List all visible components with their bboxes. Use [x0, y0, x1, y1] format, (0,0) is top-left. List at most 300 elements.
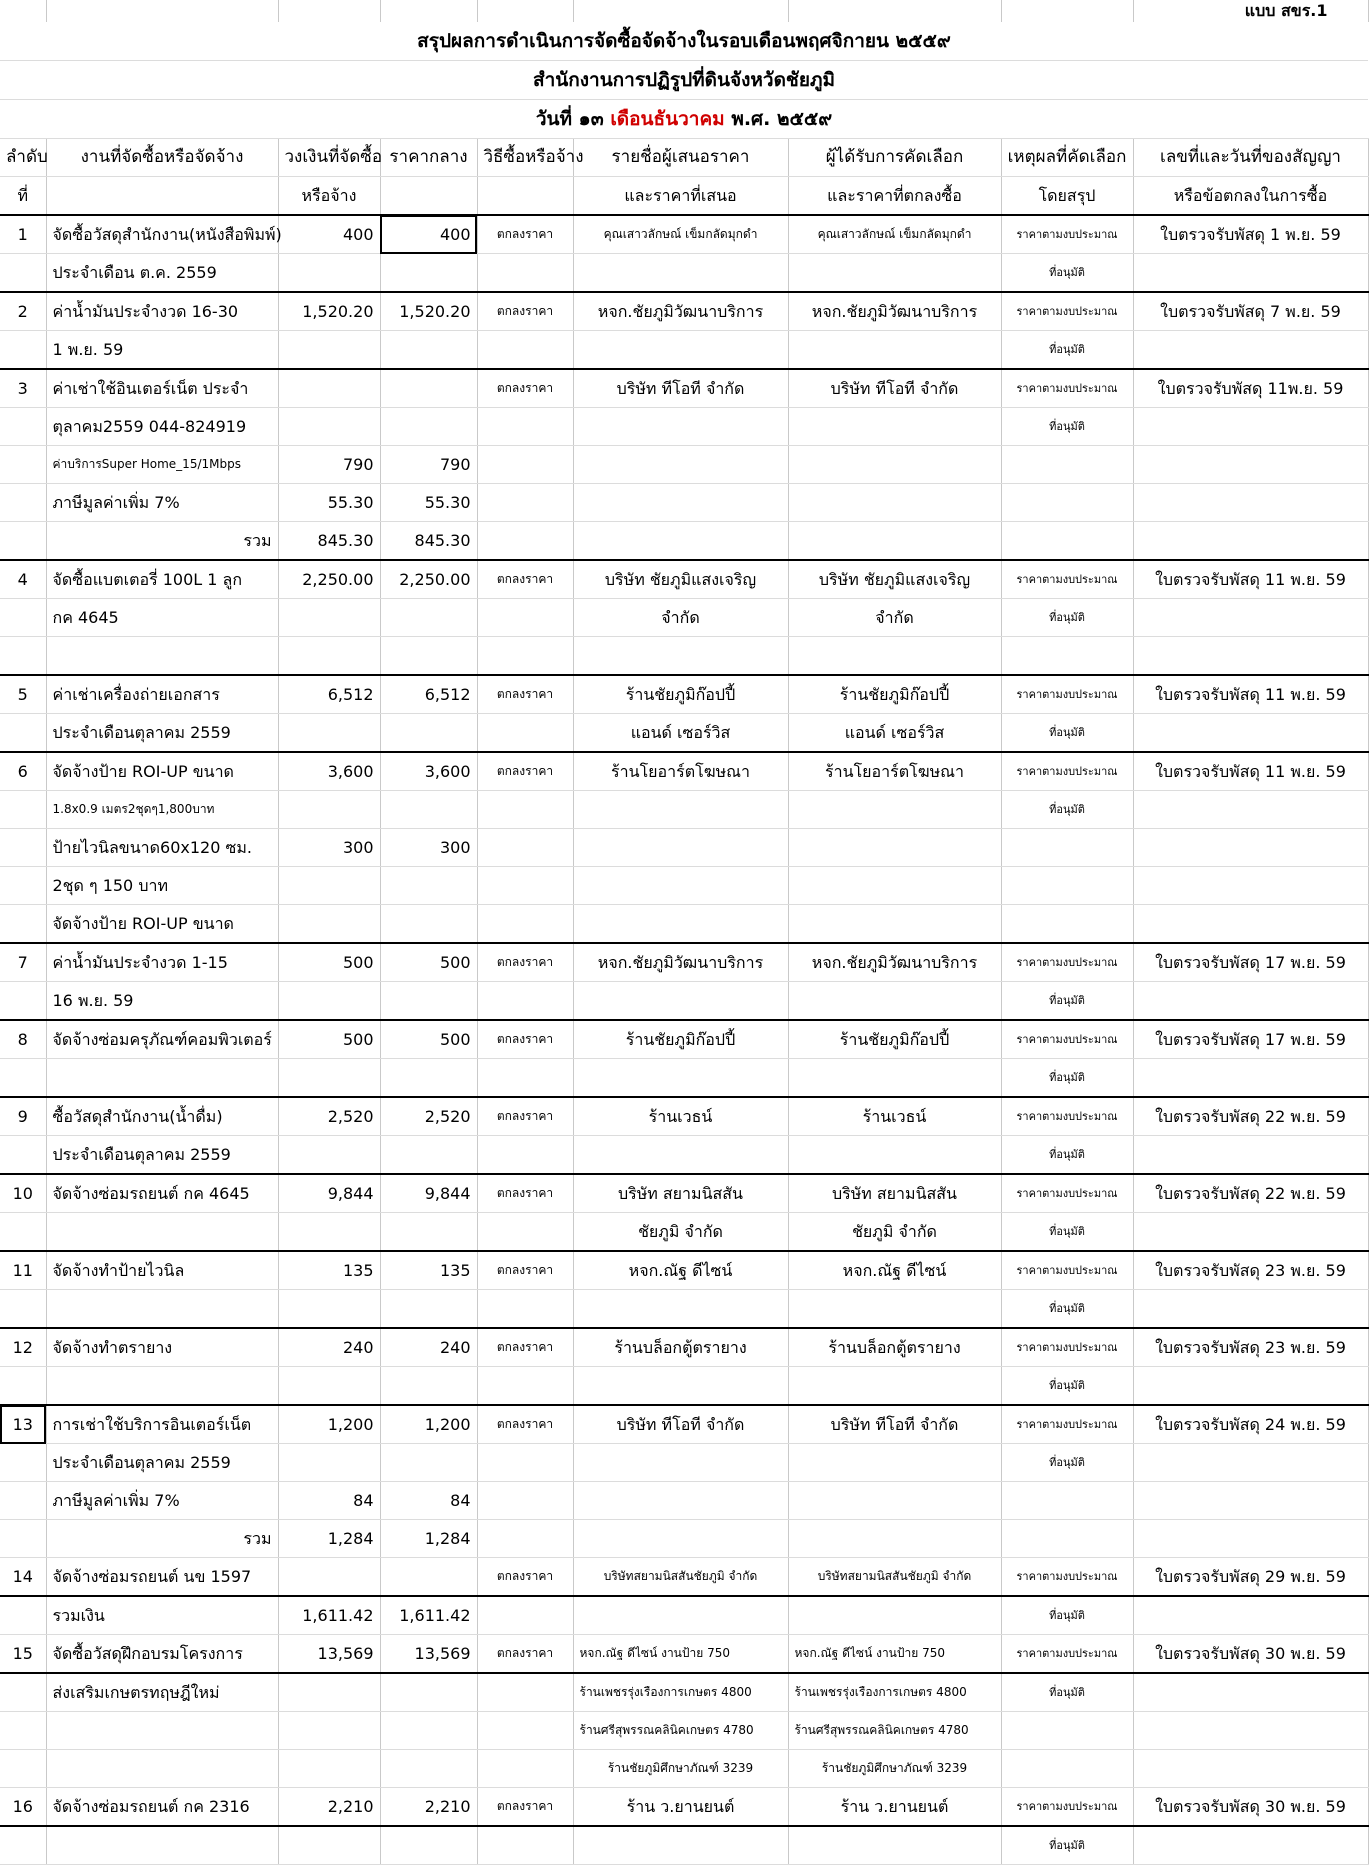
cell-budget[interactable]: [278, 1136, 380, 1175]
cell-bidders[interactable]: บริษัทสยามนิสสันชัยภูมิ จำกัด: [573, 1558, 788, 1597]
cell-winner[interactable]: [788, 1444, 1001, 1482]
cell-winner[interactable]: แอนด์ เซอร์วิส: [788, 714, 1001, 753]
cell-reason[interactable]: ที่อนุมัติ: [1001, 599, 1133, 637]
cell-budget[interactable]: 845.30: [278, 522, 380, 561]
cell-no[interactable]: [0, 1482, 46, 1520]
cell-median[interactable]: 6,512: [380, 675, 477, 714]
cell-reason[interactable]: ที่อนุมัติ: [1001, 1059, 1133, 1098]
cell-reason[interactable]: ที่อนุมัติ: [1001, 1826, 1133, 1865]
cell-bidders[interactable]: ร้านเวธน์: [573, 1097, 788, 1136]
cell-winner[interactable]: ร้านบล็อกตู้ตรายาง: [788, 1328, 1001, 1367]
cell-budget[interactable]: 135: [278, 1251, 380, 1290]
cell-median[interactable]: [380, 982, 477, 1021]
cell-median[interactable]: 13,569: [380, 1635, 477, 1674]
cell-bidders[interactable]: ร้านบล็อกตู้ตรายาง: [573, 1328, 788, 1367]
cell-winner[interactable]: [788, 1596, 1001, 1635]
cell-item[interactable]: ภาษีมูลค่าเพิ่ม 7%: [46, 484, 278, 522]
cell-method[interactable]: [477, 331, 573, 370]
cell-reason[interactable]: [1001, 1520, 1133, 1558]
cell-method[interactable]: ตกลงราคา: [477, 1097, 573, 1136]
cell-no[interactable]: [0, 1596, 46, 1635]
cell-median[interactable]: 3,600: [380, 752, 477, 791]
cell-item[interactable]: จัดซื้อวัสดุสำนักงาน(หนังสือพิมพ์): [46, 215, 278, 254]
cell-contract[interactable]: [1133, 599, 1368, 637]
cell-no[interactable]: [0, 1290, 46, 1329]
cell-reason[interactable]: ที่อนุมัติ: [1001, 1444, 1133, 1482]
cell-item[interactable]: ค่าน้ำมันประจำงวด 1-15: [46, 943, 278, 982]
cell-median[interactable]: [380, 905, 477, 944]
cell-bidders[interactable]: ร้านชัยภูมิก๊อปปี้: [573, 1020, 788, 1059]
cell-budget[interactable]: [278, 599, 380, 637]
cell-contract[interactable]: ใบตรวจรับพัสดุ 30 พ.ย. 59: [1133, 1635, 1368, 1674]
cell-bidders[interactable]: [573, 1059, 788, 1098]
cell-contract[interactable]: [1133, 867, 1368, 905]
cell-winner[interactable]: หจก.ณัฐ ดีไซน์: [788, 1251, 1001, 1290]
cell-no[interactable]: 11: [0, 1251, 46, 1290]
cell-no[interactable]: [0, 637, 46, 676]
cell-median[interactable]: [380, 1826, 477, 1865]
cell-bidders[interactable]: คุณเสาวลักษณ์ เข็มกลัดมุกดำ: [573, 215, 788, 254]
cell-reason[interactable]: ที่อนุมัติ: [1001, 982, 1133, 1021]
cell-budget[interactable]: 84: [278, 1482, 380, 1520]
cell-median[interactable]: 240: [380, 1328, 477, 1367]
cell-method[interactable]: ตกลงราคา: [477, 1020, 573, 1059]
cell-contract[interactable]: [1133, 714, 1368, 753]
cell-method[interactable]: [477, 1826, 573, 1865]
cell-contract[interactable]: [1133, 982, 1368, 1021]
cell-median[interactable]: [380, 1750, 477, 1788]
cell-median[interactable]: 2,520: [380, 1097, 477, 1136]
cell-contract[interactable]: ใบตรวจรับพัสดุ 11 พ.ย. 59: [1133, 675, 1368, 714]
cell-reason[interactable]: ที่อนุมัติ: [1001, 1136, 1133, 1175]
cell-budget[interactable]: 1,284: [278, 1520, 380, 1558]
cell-method[interactable]: [477, 791, 573, 829]
cell-bidders[interactable]: หจก.ชัยภูมิวัฒนาบริการ: [573, 943, 788, 982]
cell-method[interactable]: [477, 484, 573, 522]
cell-winner[interactable]: [788, 1367, 1001, 1406]
cell-median[interactable]: [380, 791, 477, 829]
cell-contract[interactable]: [1133, 905, 1368, 944]
cell-winner[interactable]: บริษัทสยามนิสสันชัยภูมิ จำกัด: [788, 1558, 1001, 1597]
cell-no[interactable]: 14: [0, 1558, 46, 1597]
cell-no[interactable]: [0, 522, 46, 561]
cell-contract[interactable]: ใบตรวจรับพัสดุ 11 พ.ย. 59: [1133, 560, 1368, 599]
cell-contract[interactable]: [1133, 522, 1368, 561]
cell-reason[interactable]: ที่อนุมัติ: [1001, 254, 1133, 293]
cell-item[interactable]: [46, 1826, 278, 1865]
cell-reason[interactable]: ราคาตามงบประมาณ: [1001, 1788, 1133, 1827]
cell-contract[interactable]: ใบตรวจรับพัสดุ 17 พ.ย. 59: [1133, 943, 1368, 982]
cell-bidders[interactable]: [573, 254, 788, 293]
cell-item[interactable]: [46, 1213, 278, 1252]
cell-method[interactable]: [477, 1367, 573, 1406]
cell-method[interactable]: ตกลงราคา: [477, 675, 573, 714]
cell-budget[interactable]: [278, 1059, 380, 1098]
cell-reason[interactable]: ราคาตามงบประมาณ: [1001, 1174, 1133, 1213]
cell-median[interactable]: [380, 1673, 477, 1712]
cell-contract[interactable]: [1133, 1367, 1368, 1406]
cell-contract[interactable]: [1133, 254, 1368, 293]
cell-median[interactable]: [380, 867, 477, 905]
cell-item[interactable]: รวมเงิน: [46, 1596, 278, 1635]
cell-contract[interactable]: [1133, 1290, 1368, 1329]
cell-median[interactable]: [380, 1444, 477, 1482]
cell-bidders[interactable]: [573, 867, 788, 905]
cell-budget[interactable]: [278, 637, 380, 676]
cell-reason[interactable]: ที่อนุมัติ: [1001, 791, 1133, 829]
cell-budget[interactable]: 500: [278, 943, 380, 982]
cell-median[interactable]: 300: [380, 829, 477, 867]
cell-budget[interactable]: 240: [278, 1328, 380, 1367]
cell-median[interactable]: 790: [380, 446, 477, 484]
cell-median[interactable]: 500: [380, 1020, 477, 1059]
cell-contract[interactable]: [1133, 1712, 1368, 1750]
cell-item[interactable]: จัดจ้างซ่อมรถยนต์ กค 4645: [46, 1174, 278, 1213]
cell-method[interactable]: [477, 599, 573, 637]
cell-reason[interactable]: [1001, 484, 1133, 522]
cell-item[interactable]: การเช่าใช้บริการอินเตอร์เน็ต: [46, 1405, 278, 1444]
cell-winner[interactable]: [788, 637, 1001, 676]
cell-bidders[interactable]: หจก.ณัฐ ดีไซน์: [573, 1251, 788, 1290]
cell-median[interactable]: 2,250.00: [380, 560, 477, 599]
cell-item[interactable]: [46, 1059, 278, 1098]
cell-contract[interactable]: ใบตรวจรับพัสดุ 30 พ.ย. 59: [1133, 1788, 1368, 1827]
cell-bidders[interactable]: [573, 522, 788, 561]
cell-median[interactable]: 500: [380, 943, 477, 982]
cell-contract[interactable]: ใบตรวจรับพัสดุ 23 พ.ย. 59: [1133, 1328, 1368, 1367]
cell-bidders[interactable]: [573, 446, 788, 484]
cell-winner[interactable]: [788, 522, 1001, 561]
cell-item[interactable]: จัดซื้อแบตเตอรี่ 100L 1 ลูก: [46, 560, 278, 599]
cell-budget[interactable]: [278, 369, 380, 408]
cell-contract[interactable]: ใบตรวจรับพัสดุ 23 พ.ย. 59: [1133, 1251, 1368, 1290]
cell-winner[interactable]: หจก.ณัฐ ดีไซน์ งานป้าย 750: [788, 1635, 1001, 1674]
cell-winner[interactable]: [788, 1826, 1001, 1865]
cell-item[interactable]: ประจำเดือน ต.ค. 2559: [46, 254, 278, 293]
cell-reason[interactable]: [1001, 1750, 1133, 1788]
cell-median[interactable]: 845.30: [380, 522, 477, 561]
cell-no[interactable]: 16: [0, 1788, 46, 1827]
cell-reason[interactable]: ที่อนุมัติ: [1001, 1673, 1133, 1712]
cell-no[interactable]: 3: [0, 369, 46, 408]
cell-method[interactable]: [477, 1444, 573, 1482]
cell-contract[interactable]: [1133, 484, 1368, 522]
cell-no[interactable]: [0, 1213, 46, 1252]
cell-budget[interactable]: [278, 408, 380, 446]
cell-budget[interactable]: 500: [278, 1020, 380, 1059]
cell-median[interactable]: 1,200: [380, 1405, 477, 1444]
cell-bidders[interactable]: หจก.ณัฐ ดีไซน์ งานป้าย 750: [573, 1635, 788, 1674]
cell-item[interactable]: [46, 637, 278, 676]
cell-no[interactable]: 7: [0, 943, 46, 982]
cell-bidders[interactable]: [573, 982, 788, 1021]
cell-method[interactable]: ตกลงราคา: [477, 369, 573, 408]
cell-bidders[interactable]: บริษัท ทีโอที จำกัด: [573, 1405, 788, 1444]
cell-item[interactable]: [46, 1290, 278, 1329]
cell-reason[interactable]: [1001, 867, 1133, 905]
cell-bidders[interactable]: [573, 905, 788, 944]
cell-method[interactable]: ตกลงราคา: [477, 1251, 573, 1290]
cell-budget[interactable]: [278, 1826, 380, 1865]
cell-bidders[interactable]: [573, 1826, 788, 1865]
cell-item[interactable]: ประจำเดือนตุลาคม 2559: [46, 714, 278, 753]
cell-item[interactable]: ค่าเช่าเครื่องถ่ายเอกสาร: [46, 675, 278, 714]
cell-item[interactable]: ประจำเดือนตุลาคม 2559: [46, 1444, 278, 1482]
cell-contract[interactable]: [1133, 1444, 1368, 1482]
cell-contract[interactable]: [1133, 791, 1368, 829]
cell-median[interactable]: [380, 637, 477, 676]
cell-method[interactable]: [477, 1482, 573, 1520]
cell-winner[interactable]: ชัยภูมิ จำกัด: [788, 1213, 1001, 1252]
cell-method[interactable]: [477, 522, 573, 561]
cell-bidders[interactable]: [573, 1482, 788, 1520]
cell-budget[interactable]: [278, 791, 380, 829]
cell-item[interactable]: กค 4645: [46, 599, 278, 637]
cell-method[interactable]: [477, 1213, 573, 1252]
cell-median[interactable]: 1,611.42: [380, 1596, 477, 1635]
cell-median[interactable]: 135: [380, 1251, 477, 1290]
cell-median[interactable]: [380, 1059, 477, 1098]
cell-no[interactable]: [0, 1826, 46, 1865]
cell-bidders[interactable]: [573, 829, 788, 867]
cell-method[interactable]: ตกลงราคา: [477, 1174, 573, 1213]
cell-method[interactable]: [477, 714, 573, 753]
cell-median[interactable]: 84: [380, 1482, 477, 1520]
cell-no[interactable]: [0, 408, 46, 446]
cell-reason[interactable]: [1001, 829, 1133, 867]
cell-method[interactable]: [477, 905, 573, 944]
cell-bidders[interactable]: บริษัท สยามนิสสัน: [573, 1174, 788, 1213]
cell-no[interactable]: 13: [0, 1405, 46, 1444]
cell-budget[interactable]: 790: [278, 446, 380, 484]
cell-winner[interactable]: [788, 982, 1001, 1021]
cell-budget[interactable]: 9,844: [278, 1174, 380, 1213]
cell-median[interactable]: 9,844: [380, 1174, 477, 1213]
cell-method[interactable]: [477, 254, 573, 293]
cell-median[interactable]: [380, 1712, 477, 1750]
cell-item[interactable]: 2ชุด ๆ 150 บาท: [46, 867, 278, 905]
cell-median[interactable]: [380, 1213, 477, 1252]
cell-contract[interactable]: [1133, 1826, 1368, 1865]
cell-winner[interactable]: บริษัท ชัยภูมิแสงเจริญ: [788, 560, 1001, 599]
cell-winner[interactable]: [788, 1520, 1001, 1558]
cell-reason[interactable]: ราคาตามงบประมาณ: [1001, 675, 1133, 714]
cell-no[interactable]: [0, 1367, 46, 1406]
cell-budget[interactable]: 13,569: [278, 1635, 380, 1674]
cell-winner[interactable]: ร้านโยอาร์ตโฆษณา: [788, 752, 1001, 791]
cell-budget[interactable]: 300: [278, 829, 380, 867]
cell-reason[interactable]: ที่อนุมัติ: [1001, 408, 1133, 446]
cell-bidders[interactable]: บริษัท ชัยภูมิแสงเจริญ: [573, 560, 788, 599]
cell-reason[interactable]: [1001, 637, 1133, 676]
cell-bidders[interactable]: [573, 791, 788, 829]
cell-no[interactable]: [0, 905, 46, 944]
cell-item[interactable]: [46, 1712, 278, 1750]
cell-method[interactable]: ตกลงราคา: [477, 560, 573, 599]
cell-no[interactable]: 12: [0, 1328, 46, 1367]
cell-contract[interactable]: ใบตรวจรับพัสดุ 11พ.ย. 59: [1133, 369, 1368, 408]
cell-budget[interactable]: 1,200: [278, 1405, 380, 1444]
cell-no[interactable]: [0, 446, 46, 484]
cell-bidders[interactable]: [573, 1290, 788, 1329]
cell-method[interactable]: [477, 446, 573, 484]
cell-method[interactable]: ตกลงราคา: [477, 1788, 573, 1827]
cell-winner[interactable]: [788, 1059, 1001, 1098]
cell-bidders[interactable]: ชัยภูมิ จำกัด: [573, 1213, 788, 1252]
cell-method[interactable]: ตกลงราคา: [477, 292, 573, 331]
cell-contract[interactable]: [1133, 1213, 1368, 1252]
cell-item[interactable]: ประจำเดือนตุลาคม 2559: [46, 1136, 278, 1175]
cell-winner[interactable]: [788, 1136, 1001, 1175]
cell-budget[interactable]: [278, 1444, 380, 1482]
cell-budget[interactable]: [278, 1213, 380, 1252]
cell-budget[interactable]: 1,611.42: [278, 1596, 380, 1635]
cell-budget[interactable]: [278, 331, 380, 370]
cell-item[interactable]: จัดจ้างซ่อมครุภัณฑ์คอมพิวเตอร์: [46, 1020, 278, 1059]
cell-method[interactable]: [477, 1136, 573, 1175]
cell-item[interactable]: 1.8x0.9 เมตร2ชุดๆ1,800บาท: [46, 791, 278, 829]
cell-item[interactable]: รวม: [46, 1520, 278, 1558]
cell-budget[interactable]: [278, 982, 380, 1021]
cell-winner[interactable]: ร้านชัยภูมิก๊อปปี้: [788, 1020, 1001, 1059]
cell-no[interactable]: [0, 867, 46, 905]
cell-item[interactable]: ส่งเสริมเกษตรทฤษฎีใหม่: [46, 1673, 278, 1712]
cell-budget[interactable]: [278, 1290, 380, 1329]
cell-contract[interactable]: [1133, 331, 1368, 370]
cell-reason[interactable]: ราคาตามงบประมาณ: [1001, 1405, 1133, 1444]
cell-reason[interactable]: [1001, 522, 1133, 561]
cell-winner[interactable]: [788, 1482, 1001, 1520]
cell-reason[interactable]: [1001, 905, 1133, 944]
cell-method[interactable]: [477, 1712, 573, 1750]
cell-reason[interactable]: ที่อนุมัติ: [1001, 714, 1133, 753]
cell-no[interactable]: [0, 1059, 46, 1098]
cell-reason[interactable]: [1001, 1482, 1133, 1520]
cell-winner[interactable]: จำกัด: [788, 599, 1001, 637]
cell-budget[interactable]: 1,520.20: [278, 292, 380, 331]
cell-item[interactable]: จัดจ้างทำป้ายไวนิล: [46, 1251, 278, 1290]
cell-contract[interactable]: ใบตรวจรับพัสดุ 17 พ.ย. 59: [1133, 1020, 1368, 1059]
cell-reason[interactable]: ราคาตามงบประมาณ: [1001, 292, 1133, 331]
cell-contract[interactable]: [1133, 637, 1368, 676]
cell-reason[interactable]: ราคาตามงบประมาณ: [1001, 560, 1133, 599]
cell-item[interactable]: จัดจ้างทำตรายาง: [46, 1328, 278, 1367]
cell-item[interactable]: ภาษีมูลค่าเพิ่ม 7%: [46, 1482, 278, 1520]
cell-contract[interactable]: [1133, 1136, 1368, 1175]
cell-winner[interactable]: [788, 791, 1001, 829]
cell-median[interactable]: [380, 408, 477, 446]
cell-winner[interactable]: ร้านศรีสุพรรณคลินิคเกษตร 4780: [788, 1712, 1001, 1750]
cell-budget[interactable]: [278, 1712, 380, 1750]
cell-winner[interactable]: หจก.ชัยภูมิวัฒนาบริการ: [788, 292, 1001, 331]
cell-reason[interactable]: ราคาตามงบประมาณ: [1001, 1635, 1133, 1674]
cell-no[interactable]: [0, 331, 46, 370]
cell-winner[interactable]: [788, 446, 1001, 484]
cell-bidders[interactable]: ร้าน ว.ยานยนต์: [573, 1788, 788, 1827]
cell-contract[interactable]: ใบตรวจรับพัสดุ 1 พ.ย. 59: [1133, 215, 1368, 254]
cell-method[interactable]: ตกลงราคา: [477, 215, 573, 254]
cell-item[interactable]: จัดซื้อวัสดุฝึกอบรมโครงการ: [46, 1635, 278, 1674]
cell-winner[interactable]: [788, 484, 1001, 522]
cell-contract[interactable]: [1133, 408, 1368, 446]
cell-bidders[interactable]: [573, 331, 788, 370]
cell-median[interactable]: [380, 1136, 477, 1175]
cell-method[interactable]: [477, 1059, 573, 1098]
cell-bidders[interactable]: หจก.ชัยภูมิวัฒนาบริการ: [573, 292, 788, 331]
cell-winner[interactable]: คุณเสาวลักษณ์ เข็มกลัดมุกดำ: [788, 215, 1001, 254]
cell-winner[interactable]: ร้านเวธน์: [788, 1097, 1001, 1136]
cell-contract[interactable]: [1133, 1673, 1368, 1712]
cell-method[interactable]: ตกลงราคา: [477, 752, 573, 791]
cell-method[interactable]: ตกลงราคา: [477, 1405, 573, 1444]
cell-item[interactable]: รวม: [46, 522, 278, 561]
cell-no[interactable]: 1: [0, 215, 46, 254]
cell-budget[interactable]: 6,512: [278, 675, 380, 714]
cell-reason[interactable]: ที่อนุมัติ: [1001, 1290, 1133, 1329]
cell-winner[interactable]: [788, 331, 1001, 370]
cell-item[interactable]: ตุลาคม2559 044-824919: [46, 408, 278, 446]
cell-reason[interactable]: ราคาตามงบประมาณ: [1001, 369, 1133, 408]
cell-reason[interactable]: ที่อนุมัติ: [1001, 1367, 1133, 1406]
cell-winner[interactable]: [788, 254, 1001, 293]
cell-no[interactable]: [0, 1444, 46, 1482]
cell-bidders[interactable]: บริษัท ทีโอที จำกัด: [573, 369, 788, 408]
cell-method[interactable]: [477, 1520, 573, 1558]
cell-contract[interactable]: [1133, 1482, 1368, 1520]
cell-method[interactable]: ตกลงราคา: [477, 1328, 573, 1367]
cell-no[interactable]: 5: [0, 675, 46, 714]
cell-method[interactable]: [477, 408, 573, 446]
cell-winner[interactable]: ร้านชัยภูมิศึกษาภัณฑ์ 3239: [788, 1750, 1001, 1788]
cell-reason[interactable]: ราคาตามงบประมาณ: [1001, 215, 1133, 254]
cell-no[interactable]: [0, 1712, 46, 1750]
cell-bidders[interactable]: [573, 1444, 788, 1482]
cell-budget[interactable]: 2,520: [278, 1097, 380, 1136]
cell-budget[interactable]: 55.30: [278, 484, 380, 522]
cell-bidders[interactable]: ร้านศรีสุพรรณคลินิคเกษตร 4780: [573, 1712, 788, 1750]
cell-no[interactable]: 9: [0, 1097, 46, 1136]
cell-budget[interactable]: [278, 905, 380, 944]
cell-no[interactable]: [0, 829, 46, 867]
cell-item[interactable]: [46, 1367, 278, 1406]
cell-method[interactable]: [477, 1750, 573, 1788]
cell-winner[interactable]: [788, 867, 1001, 905]
cell-median[interactable]: 2,210: [380, 1788, 477, 1827]
cell-median[interactable]: 400: [380, 215, 477, 254]
cell-item[interactable]: จัดจ้างป้าย ROI-UP ขนาด: [46, 905, 278, 944]
cell-budget[interactable]: [278, 1367, 380, 1406]
cell-budget[interactable]: [278, 1673, 380, 1712]
cell-bidders[interactable]: ร้านชัยภูมิศึกษาภัณฑ์ 3239: [573, 1750, 788, 1788]
cell-median[interactable]: 55.30: [380, 484, 477, 522]
cell-method[interactable]: ตกลงราคา: [477, 943, 573, 982]
cell-winner[interactable]: [788, 905, 1001, 944]
cell-method[interactable]: [477, 867, 573, 905]
cell-item[interactable]: ค่าบริการSuper Home_15/1Mbps: [46, 446, 278, 484]
cell-budget[interactable]: 400: [278, 215, 380, 254]
cell-winner[interactable]: ร้านชัยภูมิก๊อปปี้: [788, 675, 1001, 714]
cell-median[interactable]: [380, 599, 477, 637]
cell-reason[interactable]: ราคาตามงบประมาณ: [1001, 1328, 1133, 1367]
cell-bidders[interactable]: ร้านชัยภูมิก๊อปปี้: [573, 675, 788, 714]
cell-bidders[interactable]: [573, 1136, 788, 1175]
cell-bidders[interactable]: [573, 637, 788, 676]
cell-contract[interactable]: ใบตรวจรับพัสดุ 7 พ.ย. 59: [1133, 292, 1368, 331]
cell-bidders[interactable]: แอนด์ เซอร์วิส: [573, 714, 788, 753]
cell-budget[interactable]: [278, 714, 380, 753]
cell-no[interactable]: [0, 254, 46, 293]
cell-bidders[interactable]: [573, 1596, 788, 1635]
